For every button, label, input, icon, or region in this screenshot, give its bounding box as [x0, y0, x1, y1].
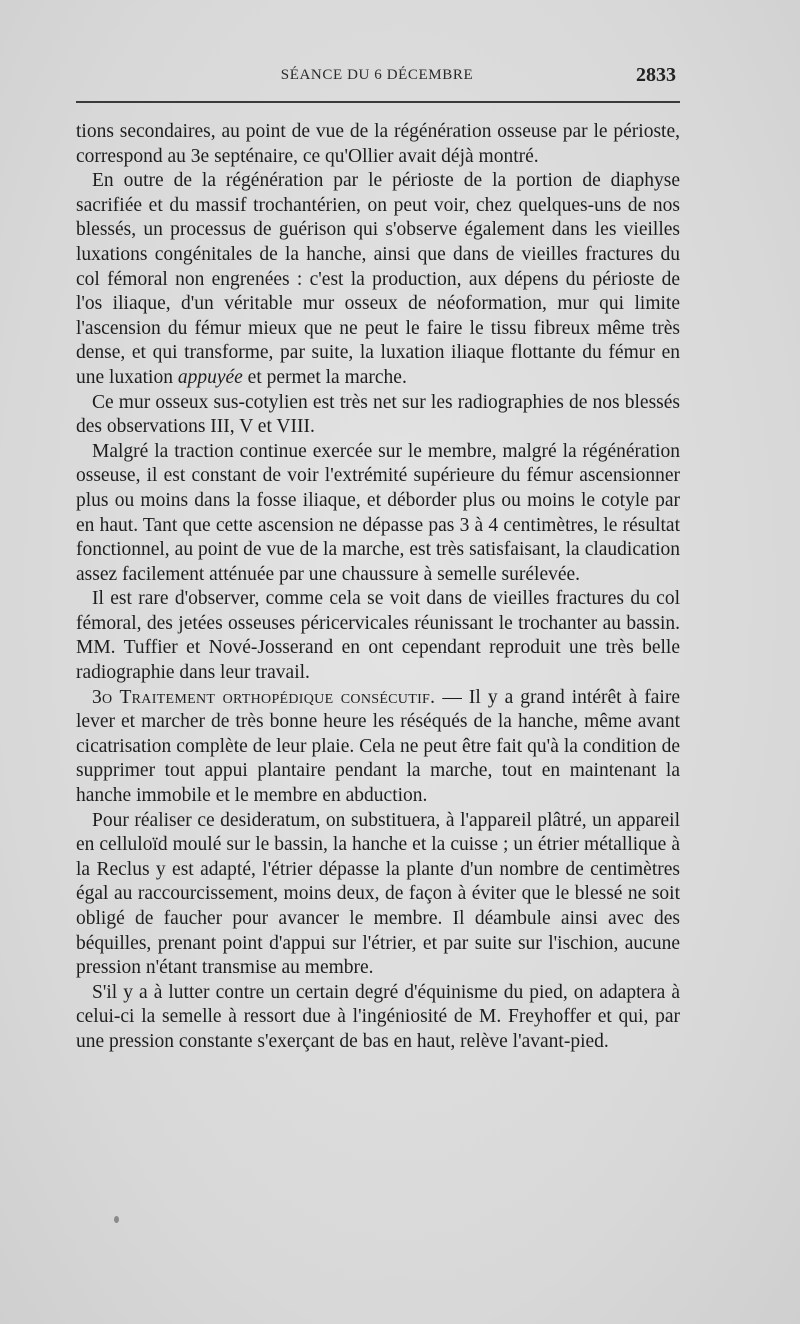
paragraph-1: tions secondaires, au point de vue de la régénération osseuse par le périoste, correspond au 3e septénaire, ce qu'Ollier avait déjà montré. [76, 121, 680, 167]
paragraph-4: Malgré la traction continue exercée sur le membre, malgré la régénération osseuse, il est constant de voir l'extrémité supérieure du fémur ascensionner plus ou moins dans la fosse iliaque, et déborder plus ou moins le cotyle par en haut. Tant que cette ascension ne dépasse pas 3 à 4 centimètres, le résultat fonctionnel, au point de vue de la marche, est très satisfaisant, la claudication assez facilement atténuée par une chaussure à semelle surélevée. [76, 440, 680, 585]
paragraph-2-text: En outre de la régénération par le périoste de la portion de diaphyse sacrifiée et du massif trochantérien, on peut voir, chez quelques-uns de nos blessés, un processus de guérison qui s'observe également dans les vieilles luxations congénitales de la hanche, ainsi que dans de vieilles fractures du col fémoral non engrenées : c'est la production, aux dépens du périoste de l'os iliaque, d'un véritable mur osseux de néoformation, mur qui limite l'ascension du fémur mieux que ne peut le faire le tissu fibreux même très dense, et qui transforme, par suite, la luxation iliaque flottante du fémur en une luxation [76, 170, 680, 388]
paragraph-6-text: — Il y a grand intérêt à faire lever et marcher de très bonne heure les réséqués de la hanche, même avant cicatrisation complète de leur plaie. Cela ne peut être fait qu'à la condition de supprimer tout appui plantaire pendant la marche, tout en maintenant la hanche immobile et le membre en abduction. [76, 686, 680, 807]
paragraph-6 [76, 686, 680, 809]
paragraph-3: Ce mur osseux sus-cotylien est très net sur les radiographies de nos blessés des observations III, V et VIII. [76, 391, 680, 438]
paragraph-5: Il est rare d'observer, comme cela se voit dans de vieilles fractures du col fémoral, des jetées osseuses péricervicales réunissant le trochanter au bassin. MM. Tuffier et Nové-Josserand en ont cependant reproduit une très belle radiographie dans leur travail. [76, 588, 680, 684]
paper-speck [114, 1216, 119, 1223]
running-head [76, 63, 678, 91]
page-number: 2833 [636, 64, 676, 86]
paragraph-2 [76, 169, 680, 390]
header-rule [76, 101, 680, 103]
body-text [76, 120, 680, 1055]
paragraph-2-end: et permet la marche. [247, 366, 407, 388]
paragraph-7: Pour réaliser ce desideratum, on substituera, à l'appareil plâtré, un appareil en celluloïd moulé sur le bassin, la hanche et la cuisse ; un étrier métallique à la Reclus y est adapté, l'étrier dépasse la plante d'un nombre de centimètres égal au raccourcissement, moins deux, de façon à éviter que le blessé ne soit obligé de faucher pour avancer le membre. Il déambule ainsi avec des béquilles, prenant point d'appui sur l'étrier, et par suite sur l'ischion, aucune pression n'étant transmise au membre. [76, 809, 680, 979]
running-head-title: SÉANCE DU 6 DÉCEMBRE [280, 67, 474, 83]
paragraph-8: S'il y a à lutter contre un certain degré d'équinisme du pied, on adaptera à celui-ci la semelle à ressort due à l'ingéniosité de M. Freyhoffer et qui, par une pression constante s'exerçant de bas en haut, relève l'avant-pied. [76, 981, 680, 1052]
section-heading: 3o Traitement orthopédique consécutif. [92, 686, 436, 708]
emphasis-appuyee: appuyée [177, 366, 243, 388]
